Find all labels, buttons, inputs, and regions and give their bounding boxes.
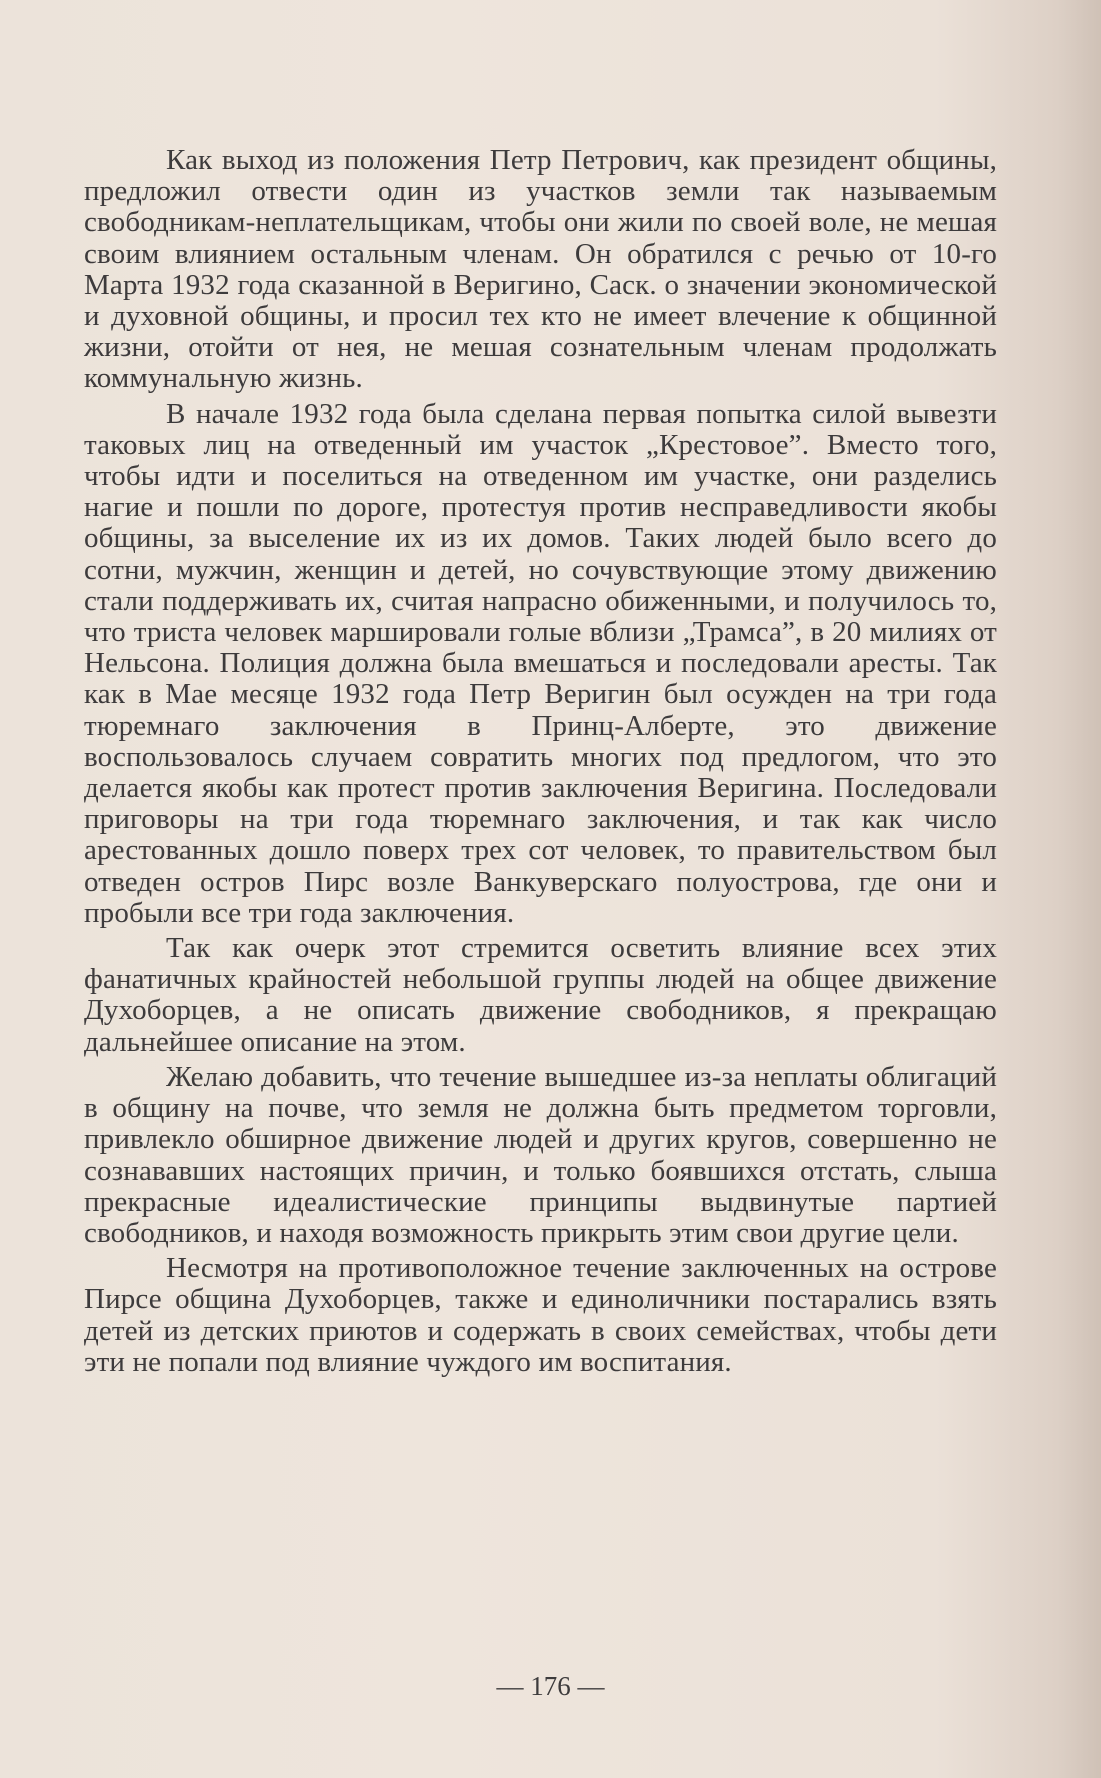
paragraph-4: Желаю добавить, что течение вышедшее из-за неплаты облигаций в общину на почве, что земля не должна быть предметом торговли, привлекло обширное движение людей и других кругов, совершенно не сознававших настоящих причин, и только боявшихся отстать, слыша прекрасные идеалистические принципы выдвинутые партией свободников, и находя возможность прикрыть этим свои другие цели. <box>84 1060 997 1249</box>
paragraph-2: В начале 1932 года была сделана первая попытка силой вывезти таковых лиц на отведенный им участок „Крестовое”. Вместо того, чтобы идти и поселиться на отведенном им участке, они разделись нагие и пошли по дороге, протестуя против несправедливости якобы общины, за выселение их из их домов. Таких людей было всего до сотни, мужчин, женщин и детей, но сочувствующие этому движению стали поддерживать их, считая напрасно обиженными, и получилось то, что триста человек маршировали голые вблизи „Трамса”, в 20 милиях от Нельсона. Полиция должна была вмешаться и последовали аресты. Так как в Мае месяце 1932 года Петр Веригин был осужден на три года тюремнаго заключения в Принц-Алберте, это движение воспользовалось случаем совратить многих под предлогом, что это делается якобы как протест против заключения Веригина. Последовали приговоры на три года тюремнаго заключения, и так как число арестованных дошло поверх трех сот человек, то правительством был отведен остров Пирс возле Ванкуверскаго полуострова, где они и пробыли все три года заключения. <box>84 397 997 929</box>
paragraph-1: Как выход из положения Петр Петрович, как президент общины, предложил отвести один из участков земли так называемым свободникам-неплательщикам, чтобы они жили по своей воле, не мешая своим влиянием остальным членам. Он обратился с речью от 10-го Марта 1932 года сказанной в Веригино, Саск. о значении экономической и духовной общины, и просил тех кто не имеет влечение к общинной жизни, отойти от нея, не мешая сознательным членам продолжать коммунальную жизнь. <box>84 144 997 395</box>
page-number: — 176 — <box>496 1671 605 1701</box>
body-text <box>84 145 997 1382</box>
paragraph-5: Несмотря на противоположное течение заключенных на острове Пирсе община Духоборцев, также и единоличники постарались взять детей из детских приютов и содержать в своих семействах, чтобы дети эти не попали под влияние чуждого им воспитания. <box>84 1252 997 1378</box>
paragraph-3: Так как очерк этот стремится осветить влияние всех этих фанатичных крайностей небольшой группы людей на общее движение Духоборцев, а не описать движение свободников, я прекращаю дальнейшее описание на этом. <box>84 932 997 1058</box>
